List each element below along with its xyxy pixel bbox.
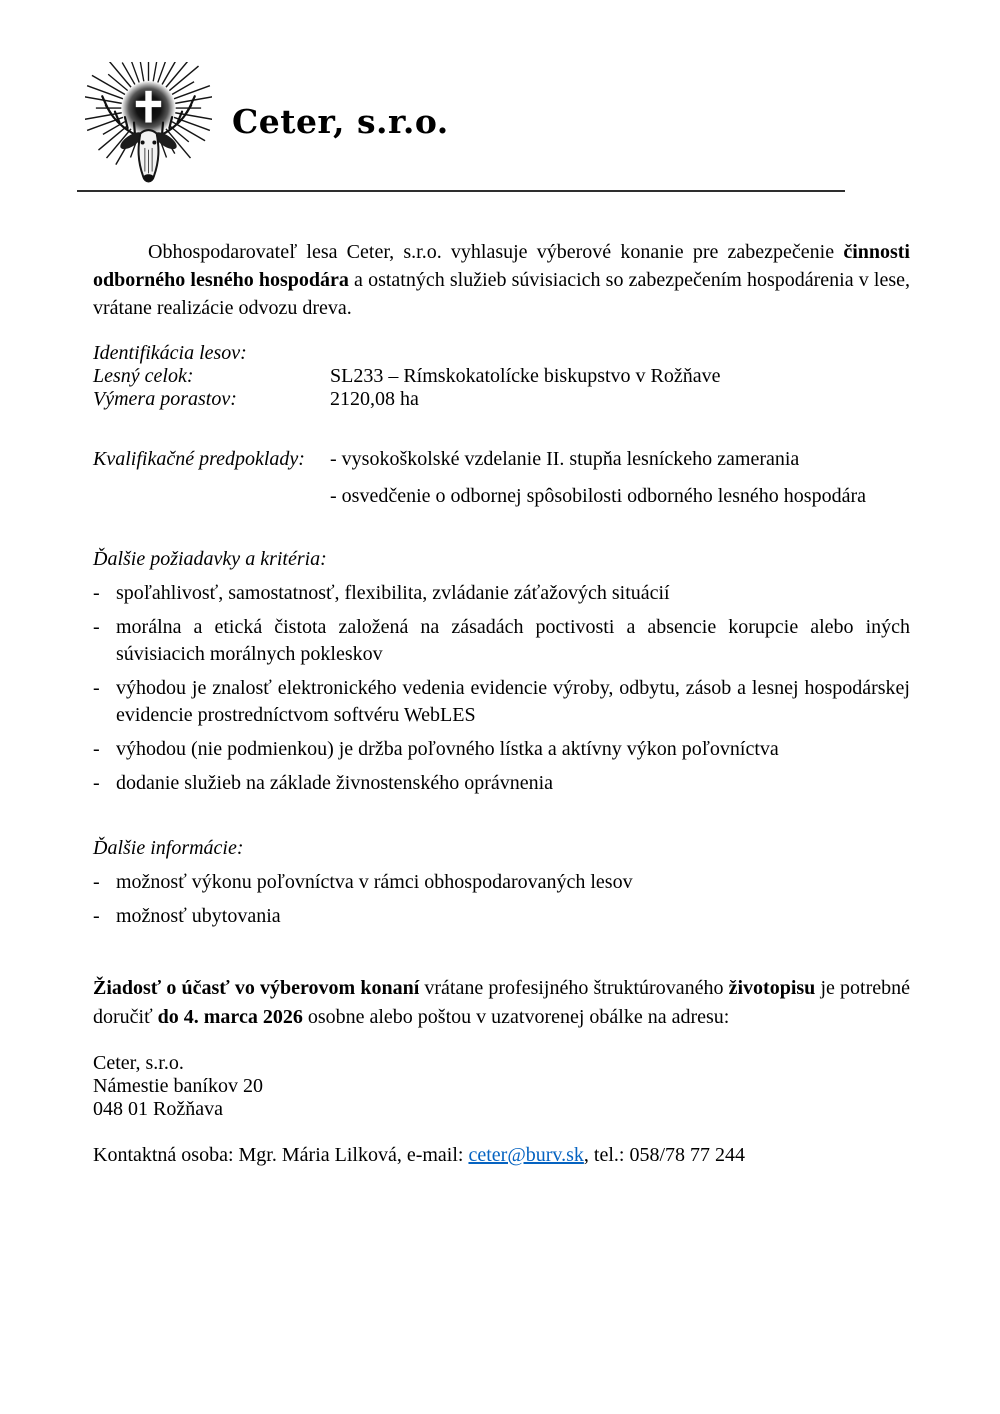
application-paragraph [93,974,910,1032]
address-line: 048 01 Rožňava [93,1098,223,1120]
identification-row [93,365,910,388]
intro-run: a ostatných služieb súvisiacich so zabezpečením hospodárenia v lese, vrátane realizácie odvozu dreva. [93,269,910,319]
list-item [93,675,910,729]
list-item [93,614,910,668]
list-item-text: možnosť ubytovania [116,905,281,927]
contact-run: , tel.: 058/78 77 244 [583,1144,745,1166]
row-value: 2120,08 ha [330,388,419,410]
header [93,63,910,193]
requirements-list [93,580,910,797]
stag-cross-rays-logo-icon [85,62,212,194]
intro-run-bold: činnosti odborného lesného hospodára [93,241,910,291]
identification-row [93,388,910,411]
application-run-bold: Žiadosť o účasť vo výberovom konaní [93,977,420,999]
bullet-dash: - [93,871,100,893]
bullet-dash: - [93,905,100,927]
page-title: Ceter, s.r.o. [232,101,449,141]
address-line: Námestie baníkov 20 [93,1075,263,1097]
list-item-text: morálna a etická čistota založená na zásadách poctivosti a absencie korupcie alebo iných súvisiacich morálnych pokleskov [116,616,910,665]
list-item-text: výhodou je znalosť elektronického vedenia evidencie výroby, odbytu, zásob a lesnej hospodárskej evidencie prostredníctvom softvéru WebLES [116,677,910,726]
list-item-text: výhodou (nie podmienkou) je držba poľovného lístka a aktívny výkon poľovníctva [116,738,779,760]
list-item [93,770,910,797]
row-label: Lesný celok: [93,365,194,387]
identification-section [93,342,910,411]
row-label: Výmera porastov: [93,388,237,410]
bullet-dash: - [93,677,100,699]
intro-paragraph [93,238,910,322]
list-item [93,736,910,763]
address-block [93,1052,910,1121]
row-value: SL233 – Rímskokatolícke biskupstvo v Rožňave [330,365,721,387]
qualification-item: - vysokoškolské vzdelanie II. stupňa lesníckeho zamerania [330,448,800,470]
application-run-bold: do 4. marca 2026 [157,1006,303,1028]
application-run-bold: životopisu [728,977,816,999]
qualifications-label: Kvalifikačné predpoklady: [93,448,305,470]
bullet-dash: - [93,616,100,638]
bullet-dash: - [93,772,100,794]
bullet-dash: - [93,582,100,604]
list-item [93,903,910,930]
identification-heading: Identifikácia lesov: [93,342,247,364]
bullet-dash: - [93,738,100,760]
application-run: osobne alebo poštou v uzatvorenej obálke na adresu: [302,1006,730,1028]
application-run: vrátane profesijného štruktúrovaného [419,977,729,999]
qualifications-section [93,448,910,522]
contact-line [93,1144,910,1167]
info-heading: Ďalšie informácie: [93,837,244,859]
requirements-heading: Ďalšie požiadavky a kritéria: [93,548,327,570]
qualifications-items [330,448,866,522]
contact-run: Kontaktná osoba: Mgr. Mária Lilková, e-mail: [93,1144,469,1166]
list-item-text: dodanie služieb na základe živnostenského oprávnenia [116,772,554,794]
intro-run: Obhospodarovateľ lesa Ceter, s.r.o. vyhlasuje výberové konanie pre zabezpečenie [148,241,844,263]
qualification-item: - osvedčenie o odbornej spôsobilosti odborného lesného hospodára [330,485,867,507]
address-line: Ceter, s.r.o. [93,1052,184,1074]
application-run: je potrebné doručiť [93,977,911,1028]
info-list [93,869,910,930]
list-item-text: spoľahlivosť, samostatnosť, flexibilita, zvládanie záťažových situácií [116,582,670,604]
list-item [93,580,910,607]
list-item-text: možnosť výkonu poľovníctva v rámci obhospodarovaných lesov [116,871,633,893]
list-item [93,869,910,896]
email-link[interactable]: ceter@burv.sk [468,1144,584,1166]
